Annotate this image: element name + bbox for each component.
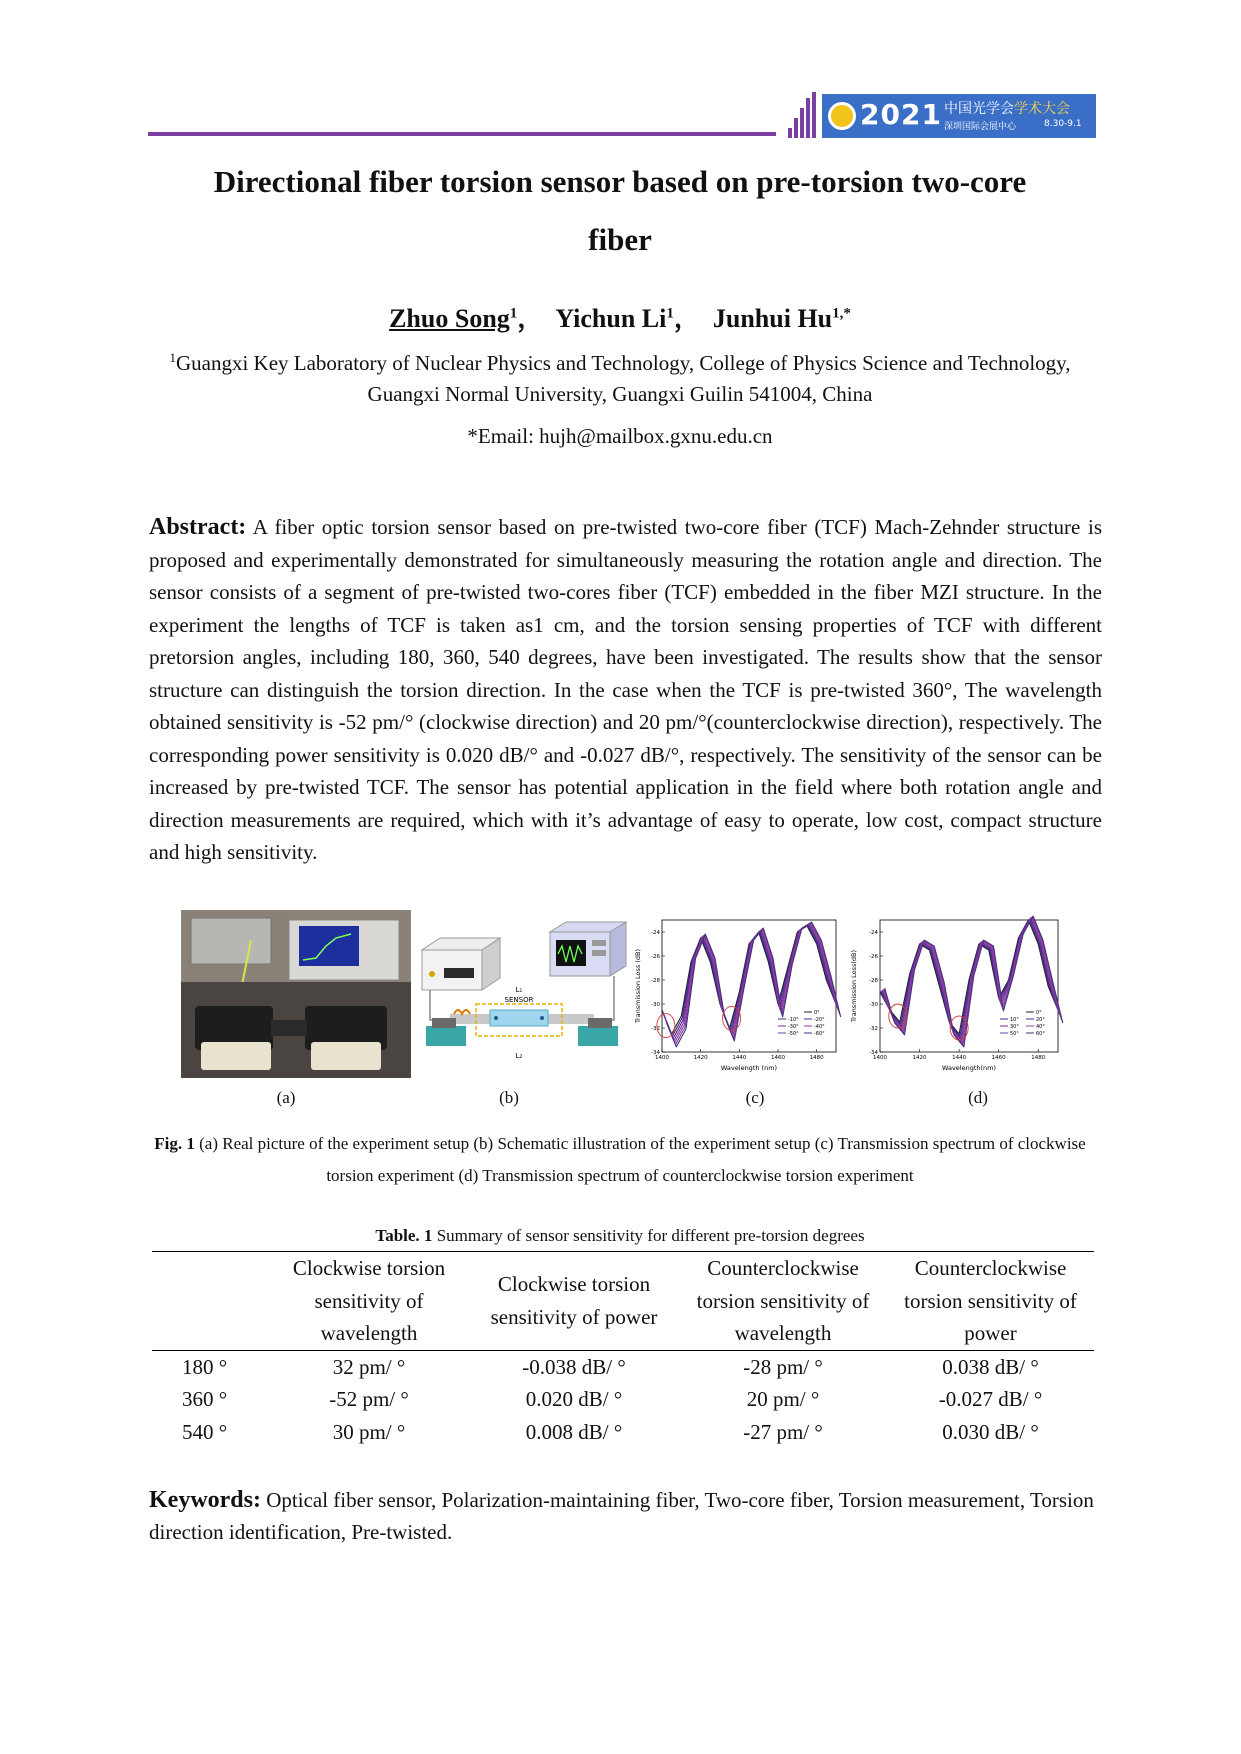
conference-year: 2021 [860, 98, 942, 131]
x-tick-label: 1420 [912, 1055, 927, 1061]
y-tick-label: -32 [651, 1026, 660, 1032]
sensitivity-table [152, 1251, 1094, 1448]
legend-entry: 0° [814, 1010, 820, 1016]
table-cell: 0.020 dB/ ° [525, 1387, 623, 1411]
figure-caption-label: Fig. 1 [154, 1134, 195, 1153]
x-axis-label: Wavelength(nm) [941, 1064, 997, 1072]
header-rule [148, 132, 776, 136]
table-cell: -0.038 dB/ ° [522, 1354, 626, 1379]
legend-entry: 50° [1010, 1031, 1019, 1037]
figure-1c-chart [632, 910, 844, 1078]
legend-entry: 60° [1036, 1031, 1045, 1037]
affiliation-line2: Guangxi Normal University, Guangxi Guilin 541004, China [367, 382, 873, 406]
author-sup: 1,* [832, 305, 851, 322]
legend-entry: -50° [788, 1031, 799, 1037]
contact-email: *Email: hujh@mailbox.gxnu.edu.cn [467, 424, 773, 448]
legend-entry: 30° [1010, 1024, 1019, 1030]
author-list [150, 298, 1090, 335]
author-sup: 1 [509, 305, 518, 322]
x-tick-label: 1440 [732, 1055, 747, 1061]
abstract-text: A fiber optic torsion sensor based on pre-twisted two-core fiber (TCF) Mach-Zehnder structure is proposed and experimentally demonstrated for simultaneously measuring the rotation angle and direction. The sensor consists of a segment of pre-twisted two-cores fiber (TCF) embedded in the fiber MZI structure. In the experiment the lengths of TCF is taken as1 cm, and the torsion sensing properties of TCF with different pretorsion angles, including 180, 360, 540 degrees, have been investigated. The results show that the sensor structure can distinguish the torsion direction. In the case when the TCF is pre-twisted 360°, The wavelength obtained sensitivity is -52 pm/° (clockwise direction) and 20 pm/°(counterclockwise direction), respectively. The corresponding power sensitivity is 0.020 dB/° and -0.027 dB/°, respectively. The sensitivity of the sensor can be increased by pre-twisted TCF. The sensor has potential application in the field where both rotation angle and direction measurements are required, which with it’s advantage of easy to operate, low cost, compact structure and high sensitivity. [149, 515, 1102, 864]
table-cell: 20 pm/ ° [746, 1387, 820, 1411]
x-axis-label: Wavelength (nm) [720, 1064, 778, 1072]
y-tick-label: -24 [651, 930, 660, 936]
affiliation-line1: $^1$Guangxi Key Laboratory of Nuclear Physics and Technology, College of Physics Science and Technology, [169, 350, 1071, 375]
table-header-cell [152, 1252, 269, 1351]
author-sup: 1 [666, 305, 674, 322]
keywords [149, 1484, 1109, 1548]
table-header-cell: Counterclockwise torsion sensitivity of wavelength [696, 1256, 870, 1345]
figure-1a-label: (a) [276, 1088, 296, 1107]
table-header-cell: Clockwise torsion sensitivity of power [490, 1272, 658, 1329]
y-tick-label: -28 [651, 978, 660, 984]
table-cell: 540 ° [182, 1419, 228, 1444]
table-cell: 180 ° [182, 1354, 228, 1379]
table-cell: 30 pm/ ° [332, 1419, 406, 1444]
abstract-label: Abstract: [149, 514, 247, 540]
x-tick-label: 1480 [809, 1055, 824, 1061]
abstract [149, 511, 1102, 869]
table-row [152, 1416, 1094, 1449]
x-tick-label: 1460 [991, 1055, 1006, 1061]
legend-entry: 40° [1036, 1024, 1045, 1030]
x-tick-label: 1400 [873, 1055, 887, 1061]
x-tick-label: 1460 [771, 1055, 785, 1061]
table-cell: -28 pm/ ° [743, 1354, 823, 1379]
figure-1a-photo [181, 910, 411, 1078]
table-1-caption [150, 1226, 1090, 1246]
table-header-cell: Clockwise torsion sensitivity of wavelength [292, 1256, 446, 1345]
table-row [152, 1350, 1094, 1383]
y-tick-label: -26 [869, 954, 878, 960]
author-name: Yichun Li [555, 304, 667, 333]
author-separator: ， [673, 304, 700, 333]
legend-entry: 0° [1036, 1010, 1042, 1016]
conference-banner [822, 94, 1096, 138]
y-tick-label: -28 [869, 978, 878, 984]
y-tick-label: -24 [869, 930, 878, 936]
table-cell: -0.027 dB/ ° [938, 1387, 1043, 1411]
table-header-row [152, 1252, 1094, 1351]
table-row [152, 1383, 1094, 1416]
keywords-label: Keywords: [149, 1487, 261, 1513]
figure-1b-label: (b) [499, 1088, 519, 1107]
table-cell: 0.038 dB/ ° [942, 1354, 1039, 1379]
y-axis-label: Transmission Loss (dB) [634, 948, 642, 1024]
y-tick-label: -32 [869, 1026, 878, 1032]
x-tick-label: 1420 [693, 1055, 708, 1061]
conference-location: 深圳国际会展中心 [944, 122, 1017, 132]
legend-entry: 20° [1036, 1017, 1045, 1023]
y-axis-label: Transmission Loss(dB) [850, 950, 858, 1022]
legend-entry: -20° [814, 1017, 825, 1023]
table-cell: -52 pm/ ° [329, 1387, 409, 1411]
table-cell: 0.030 dB/ ° [942, 1419, 1039, 1444]
conference-logo-icon [828, 102, 856, 130]
author-name: Junhui Hu [712, 304, 833, 333]
legend-entry: -40° [814, 1024, 825, 1030]
author-separator: ， [517, 304, 544, 333]
header-bars-decoration [788, 92, 816, 138]
legend-entry: -10° [788, 1017, 799, 1023]
figure-1d-label: (d) [968, 1088, 988, 1107]
schematic-l2-label: L₂ [515, 1052, 523, 1060]
y-tick-label: -26 [651, 954, 660, 960]
paper-title-line1: Directional fiber torsion sensor based on pre-torsion two-core [213, 164, 1027, 199]
legend-entry: 10° [1010, 1017, 1019, 1023]
table-cell: -27 pm/ ° [743, 1419, 823, 1444]
table-caption-text: Summary of sensor sensitivity for different pre-torsion degrees [436, 1226, 865, 1245]
y-tick-label: -30 [651, 1002, 660, 1008]
figure-caption-text: (a) Real picture of the experiment setup (b) Schematic illustration of the experiment setup (c) Transmission spectrum of clockwise torsion experiment (d) Transmission spectrum of counterclockwise torsion experiment [199, 1134, 1086, 1185]
table-caption-label: Table. 1 [375, 1226, 433, 1245]
figure-1-caption [150, 1128, 1090, 1192]
keywords-text: Optical fiber sensor, Polarization-maintaining fiber, Two-core fiber, Torsion measurement, Torsion direction identification, Pre-twisted. [149, 1488, 1094, 1544]
x-tick-label: 1480 [1031, 1055, 1046, 1061]
figure-1d-chart [848, 910, 1066, 1078]
conference-dates: 8.30-9.1 [1044, 119, 1082, 129]
paper-title-line2: fiber [588, 222, 652, 257]
figure-1c-label: (c) [745, 1088, 765, 1107]
legend-entry: -30° [788, 1024, 799, 1030]
x-tick-label: 1440 [952, 1055, 967, 1061]
y-tick-label: -34 [651, 1050, 660, 1056]
y-tick-label: -34 [869, 1050, 878, 1056]
author-name: Zhuo Song [389, 304, 510, 333]
table-cell: 32 pm/ ° [332, 1354, 406, 1379]
table-header-cell: Counterclockwise torsion sensitivity of power [904, 1256, 1077, 1345]
x-tick-label: 1400 [655, 1055, 669, 1061]
schematic-l1-label: L₁ [515, 986, 523, 994]
schematic-sensor-label: SENSOR [504, 996, 534, 1004]
table-cell: 360 ° [182, 1387, 228, 1411]
figure-1b-schematic [418, 910, 628, 1078]
conference-name: 中国光学会学术大会 [944, 101, 1070, 117]
y-tick-label: -30 [869, 1002, 878, 1008]
table-cell: 0.008 dB/ ° [525, 1419, 623, 1444]
legend-entry: -60° [814, 1031, 825, 1037]
